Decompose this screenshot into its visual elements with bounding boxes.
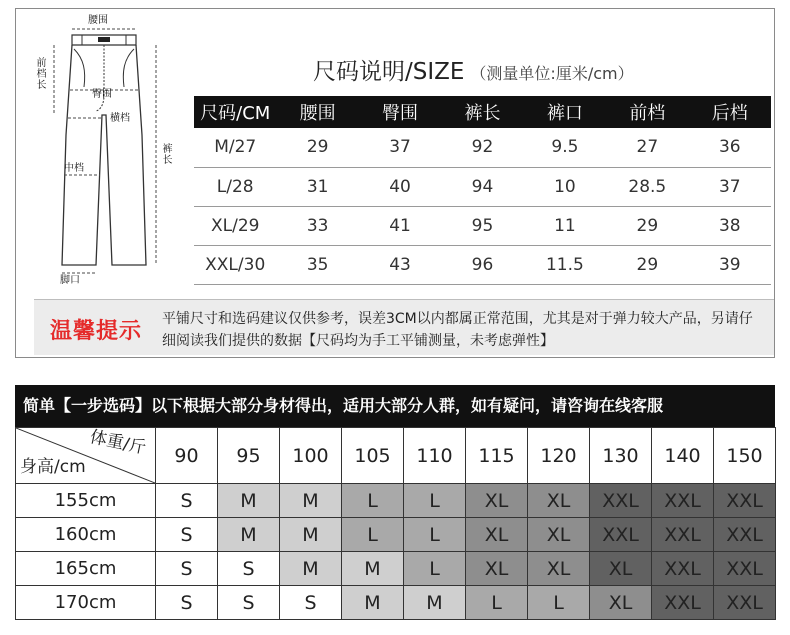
table-cell: 38 (689, 206, 771, 245)
size-guide-table (15, 427, 776, 620)
size-cell: XL (528, 552, 590, 586)
table-cell: 95 (441, 206, 523, 245)
weight-header: 150 (714, 428, 776, 484)
size-cell: XXL (714, 552, 776, 586)
hem-label: 脚口 (60, 275, 80, 286)
size-cell: L (342, 484, 404, 518)
table-cell: 9.5 (524, 128, 606, 167)
table-cell: 29 (276, 128, 358, 167)
table-cell: 40 (359, 167, 441, 206)
size-cell: XL (590, 552, 652, 586)
size-cell: M (280, 518, 342, 552)
table-cell: XL/29 (194, 206, 276, 245)
size-cell: S (280, 586, 342, 620)
size-cell: XL (590, 586, 652, 620)
table-cell: 28.5 (606, 167, 688, 206)
size-cell: L (528, 586, 590, 620)
size-cell: S (156, 552, 218, 586)
weight-header: 110 (404, 428, 466, 484)
pants-diagram (24, 15, 180, 290)
height-cell: 170cm (16, 586, 156, 620)
table-cell: 43 (359, 245, 441, 284)
size-cell: M (342, 552, 404, 586)
table-cell: 92 (441, 128, 523, 167)
size-cell: XXL (652, 518, 714, 552)
weight-header: 140 (652, 428, 714, 484)
thigh-label: 横档 (110, 113, 130, 124)
size-cell: M (280, 484, 342, 518)
size-cell: S (218, 552, 280, 586)
height-cell: 160cm (16, 518, 156, 552)
size-cell: XXL (652, 552, 714, 586)
col-header-waist: 腰围 (276, 96, 358, 128)
table-cell: 11.5 (524, 245, 606, 284)
size-cell: M (342, 586, 404, 620)
size-cell: M (218, 518, 280, 552)
size-chart-title (313, 53, 634, 86)
size-cell: XL (466, 552, 528, 586)
size-cell: XXL (714, 586, 776, 620)
size-cell: XXL (590, 484, 652, 518)
table-cell: 37 (689, 167, 771, 206)
size-guide-header: 简单【一步选码】以下根据大部分身材得出，适用大部分人群，如有疑问，请咨询在线客服 (15, 385, 775, 427)
size-cell: XXL (652, 586, 714, 620)
table-cell: 27 (606, 128, 688, 167)
height-cell: 165cm (16, 552, 156, 586)
size-info-panel (15, 8, 775, 358)
table-cell: L/28 (194, 167, 276, 206)
corner-cell (16, 428, 156, 484)
mid-thigh-label: 中档 (64, 163, 84, 174)
size-cell: S (156, 518, 218, 552)
notice-text: 平铺尺寸和选码建议仅供参考，误差3CM以内都属正常范围，尤其是对于弹力较大产品，另请仔细阅读我们提供的数据【尺码均为手工平铺测量，未考虑弹性】 (162, 311, 753, 349)
table-row (194, 167, 771, 206)
col-header-length: 裤长 (441, 96, 523, 128)
hip-label: 臀围 (92, 89, 112, 100)
table-cell: M/27 (194, 128, 276, 167)
size-cell: L (342, 518, 404, 552)
pants-outline-graphic (24, 15, 180, 290)
table-row (16, 518, 776, 552)
table-cell: 37 (359, 128, 441, 167)
table-cell: 36 (689, 128, 771, 167)
unit-note: （测量单位:厘米/cm） (470, 64, 634, 83)
table-row (16, 552, 776, 586)
height-cell: 155cm (16, 484, 156, 518)
col-header-size: 尺码/CM (194, 96, 276, 128)
weight-header-row (16, 428, 776, 484)
table-row (194, 128, 771, 167)
size-cell: XXL (714, 518, 776, 552)
table-cell: XXL/30 (194, 245, 276, 284)
col-header-hip: 臀围 (359, 96, 441, 128)
col-header-hem: 裤口 (524, 96, 606, 128)
table-cell: 35 (276, 245, 358, 284)
size-cell: L (466, 586, 528, 620)
col-header-front-rise: 前档 (606, 96, 688, 128)
weight-header: 115 (466, 428, 528, 484)
size-cell: M (280, 552, 342, 586)
waist-label: 腰围 (88, 15, 108, 26)
table-row (194, 245, 771, 284)
weight-axis-label: 体重/斤 (88, 427, 148, 459)
notice-box (34, 299, 774, 355)
size-cell: XL (466, 518, 528, 552)
size-guide-panel (15, 385, 775, 615)
size-cell: XXL (714, 484, 776, 518)
size-cell: XL (466, 484, 528, 518)
size-cell: M (404, 586, 466, 620)
notice-title: 温馨提示 (50, 319, 143, 344)
table-cell: 29 (606, 245, 688, 284)
size-cell: L (404, 484, 466, 518)
height-axis-label: 身高/cm (20, 457, 86, 477)
table-cell: 94 (441, 167, 523, 206)
length-label: 裤长 (160, 143, 171, 165)
table-row (16, 586, 776, 620)
weight-header: 95 (218, 428, 280, 484)
table-row (16, 484, 776, 518)
table-cell: 11 (524, 206, 606, 245)
size-chart-table (194, 96, 771, 285)
table-cell: 96 (441, 245, 523, 284)
table-cell: 39 (689, 245, 771, 284)
weight-header: 130 (590, 428, 652, 484)
front-rise-label: 前档长 (34, 57, 45, 90)
col-header-back-rise: 后档 (689, 96, 771, 128)
table-row (194, 206, 771, 245)
size-cell: M (218, 484, 280, 518)
size-cell: XXL (652, 484, 714, 518)
size-cell: S (218, 586, 280, 620)
table-cell: 29 (606, 206, 688, 245)
size-cell: XXL (590, 518, 652, 552)
table-cell: 33 (276, 206, 358, 245)
table-cell: 31 (276, 167, 358, 206)
table-cell: 41 (359, 206, 441, 245)
weight-header: 120 (528, 428, 590, 484)
weight-header: 90 (156, 428, 218, 484)
size-cell: S (156, 586, 218, 620)
size-cell: XL (528, 518, 590, 552)
size-cell: XL (528, 484, 590, 518)
weight-header: 100 (280, 428, 342, 484)
weight-header: 105 (342, 428, 404, 484)
size-cell: L (404, 552, 466, 586)
table-cell: 10 (524, 167, 606, 206)
size-cell: S (156, 484, 218, 518)
size-chart-heading: 尺码说明/SIZE (313, 59, 465, 85)
size-chart-header-row (194, 96, 771, 128)
size-cell: L (404, 518, 466, 552)
